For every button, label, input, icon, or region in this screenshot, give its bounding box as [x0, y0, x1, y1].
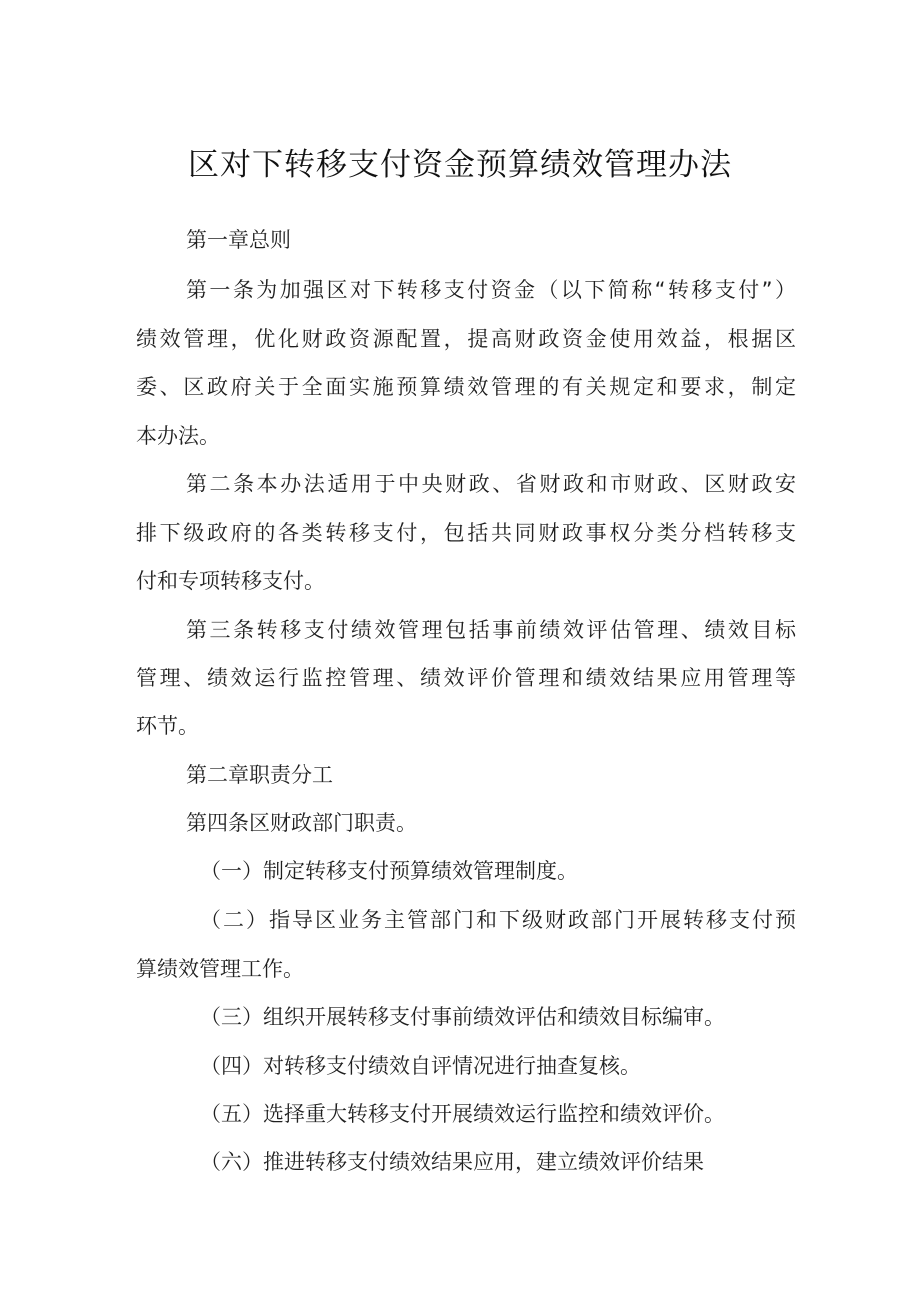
- article-2-line-3: 付和专项转移支付。: [136, 569, 325, 593]
- article-3-line-2: 管理、绩效运行监控管理、绩效评价管理和绩效结果应用管理等: [136, 666, 796, 690]
- list-item-6: （六）推进转移支付绩效结果应用，建立绩效评价结果: [200, 1150, 704, 1174]
- list-item-2-line-2: 算绩效管理工作。: [136, 957, 304, 981]
- article-4: 第四条区财政部门职责。: [186, 811, 417, 835]
- article-3-line-3: 环节。: [136, 714, 199, 738]
- document-title: 区对下转移支付资金预算绩效管理办法: [188, 147, 732, 183]
- chapter-heading-1: 第一章总则: [186, 228, 291, 252]
- list-item-5: （五）选择重大转移支付开展绩效运行监控和绩效评价。: [200, 1102, 725, 1126]
- article-2-line-1: 第二条本办法适用于中央财政、省财政和市财政、区财政安: [186, 472, 796, 496]
- article-1-line-4: 本办法。: [136, 424, 220, 448]
- list-item-4: （四）对转移支付绩效自评情况进行抽查复核。: [200, 1054, 641, 1078]
- list-item-1: （一）制定转移支付预算绩效管理制度。: [200, 859, 578, 883]
- article-1-line-1: 第一条为加强区对下转移支付资金（以下简称“转移支付”）: [186, 278, 796, 302]
- article-1-line-2: 绩效管理，优化财政资源配置，提高财政资金使用效益，根据区: [136, 327, 796, 351]
- article-3-line-1: 第三条转移支付绩效管理包括事前绩效评估管理、绩效目标: [186, 618, 796, 642]
- article-2-line-2: 排下级政府的各类转移支付，包括共同财政事权分类分档转移支: [136, 521, 796, 545]
- article-1-line-3: 委、区政府关于全面实施预算绩效管理的有关规定和要求，制定: [136, 375, 796, 399]
- list-item-3: （三）组织开展转移支付事前绩效评估和绩效目标编审。: [200, 1005, 725, 1029]
- chapter-heading-2: 第二章职责分工: [186, 763, 333, 787]
- list-item-2-line-1: （二）指导区业务主管部门和下级财政部门开展转移支付预: [200, 908, 796, 932]
